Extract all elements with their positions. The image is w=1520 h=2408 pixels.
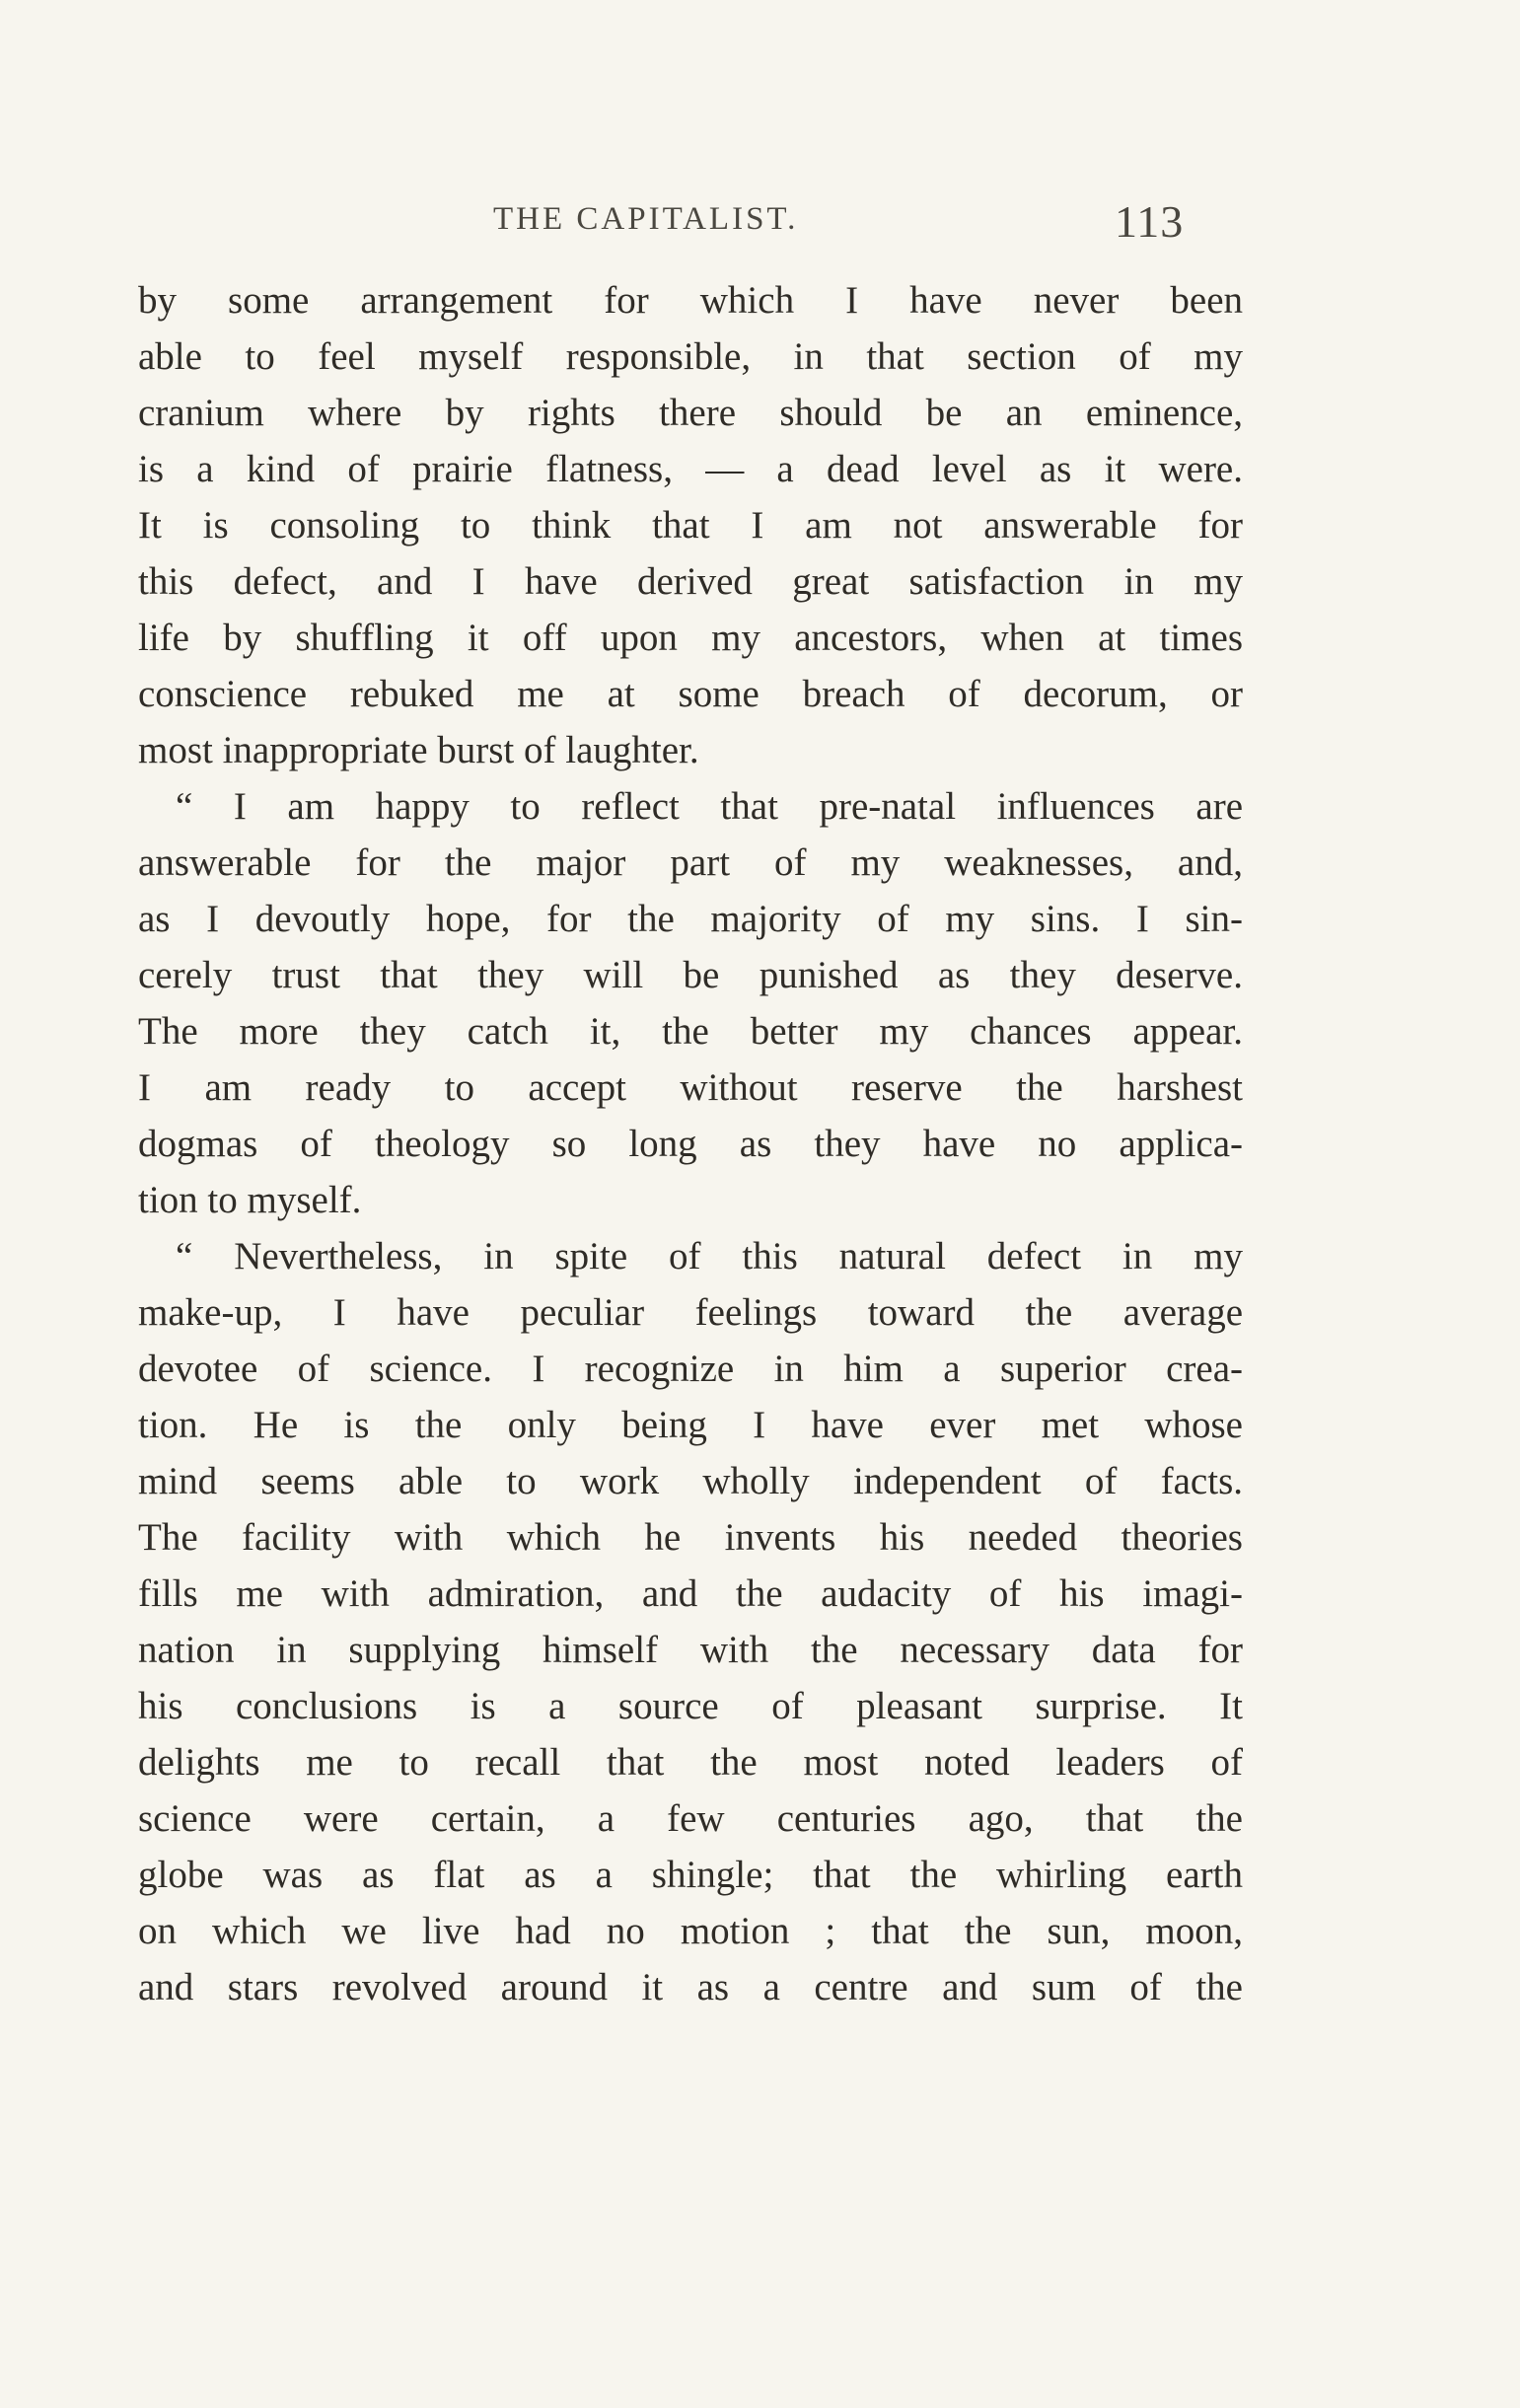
running-head bbox=[138, 195, 1243, 255]
text-line: most inappropriate burst of laughter. bbox=[138, 729, 699, 771]
text-line: I am ready to accept without reserve the harshest bbox=[138, 1066, 1243, 1109]
text-line: cranium where by rights there should be an eminence, bbox=[138, 392, 1243, 434]
text-line: this defect, and I have derived great satisfaction in my bbox=[138, 560, 1243, 603]
text-line: It is consoling to think that I am not answerable for bbox=[138, 504, 1243, 547]
page-number: 113 bbox=[1115, 196, 1185, 247]
text-line: is a kind of prairie flatness, — a dead level as it were. bbox=[138, 448, 1243, 490]
text-line: cerely trust that they will be punished as they deserve. bbox=[138, 954, 1243, 996]
text-line: dogmas of theology so long as they have no applica- bbox=[138, 1123, 1243, 1165]
text-line: “ I am happy to reflect that pre-natal influences are bbox=[176, 785, 1243, 828]
text-line: mind seems able to work wholly independent of facts. bbox=[138, 1460, 1243, 1502]
text-line: make-up, I have peculiar feelings toward the average bbox=[138, 1291, 1243, 1334]
body-text bbox=[138, 272, 1243, 2015]
text-line: as I devoutly hope, for the majority of my sins. I sin- bbox=[138, 898, 1243, 940]
text-line: globe was as flat as a shingle; that the whirling earth bbox=[138, 1854, 1243, 1896]
text-line: able to feel myself responsible, in that section of my bbox=[138, 335, 1243, 378]
text-line: fills me with admiration, and the audacity of his imagi- bbox=[138, 1572, 1243, 1615]
running-head-title: THE CAPITALIST. bbox=[493, 201, 799, 237]
text-line: by some arrangement for which I have never been bbox=[138, 279, 1243, 322]
text-line: nation in supplying himself with the necessary data for bbox=[138, 1629, 1243, 1671]
text-line: conscience rebuked me at some breach of decorum, or bbox=[138, 673, 1243, 715]
text-line: tion. He is the only being I have ever met whose bbox=[138, 1404, 1243, 1446]
text-line: on which we live had no motion ; that the sun, moon, bbox=[138, 1910, 1243, 1952]
text-line: The facility with which he invents his needed theories bbox=[138, 1516, 1243, 1559]
text-line: delights me to recall that the most noted leaders of bbox=[138, 1741, 1243, 1784]
text-line: life by shuffling it off upon my ancestors, when at times bbox=[138, 617, 1243, 659]
text-line: tion to myself. bbox=[138, 1179, 362, 1221]
text-line: and stars revolved around it as a centre and sum of the bbox=[138, 1966, 1243, 2008]
text-line: answerable for the major part of my weaknesses, and, bbox=[138, 841, 1243, 884]
text-line: The more they catch it, the better my chances appear. bbox=[138, 1010, 1243, 1053]
text-line: his conclusions is a source of pleasant surprise. It bbox=[138, 1685, 1243, 1727]
text-line: science were certain, a few centuries ago, that the bbox=[138, 1797, 1243, 1840]
text-line: devotee of science. I recognize in him a superior crea- bbox=[138, 1348, 1243, 1390]
text-line: “ Nevertheless, in spite of this natural defect in my bbox=[176, 1235, 1243, 1277]
